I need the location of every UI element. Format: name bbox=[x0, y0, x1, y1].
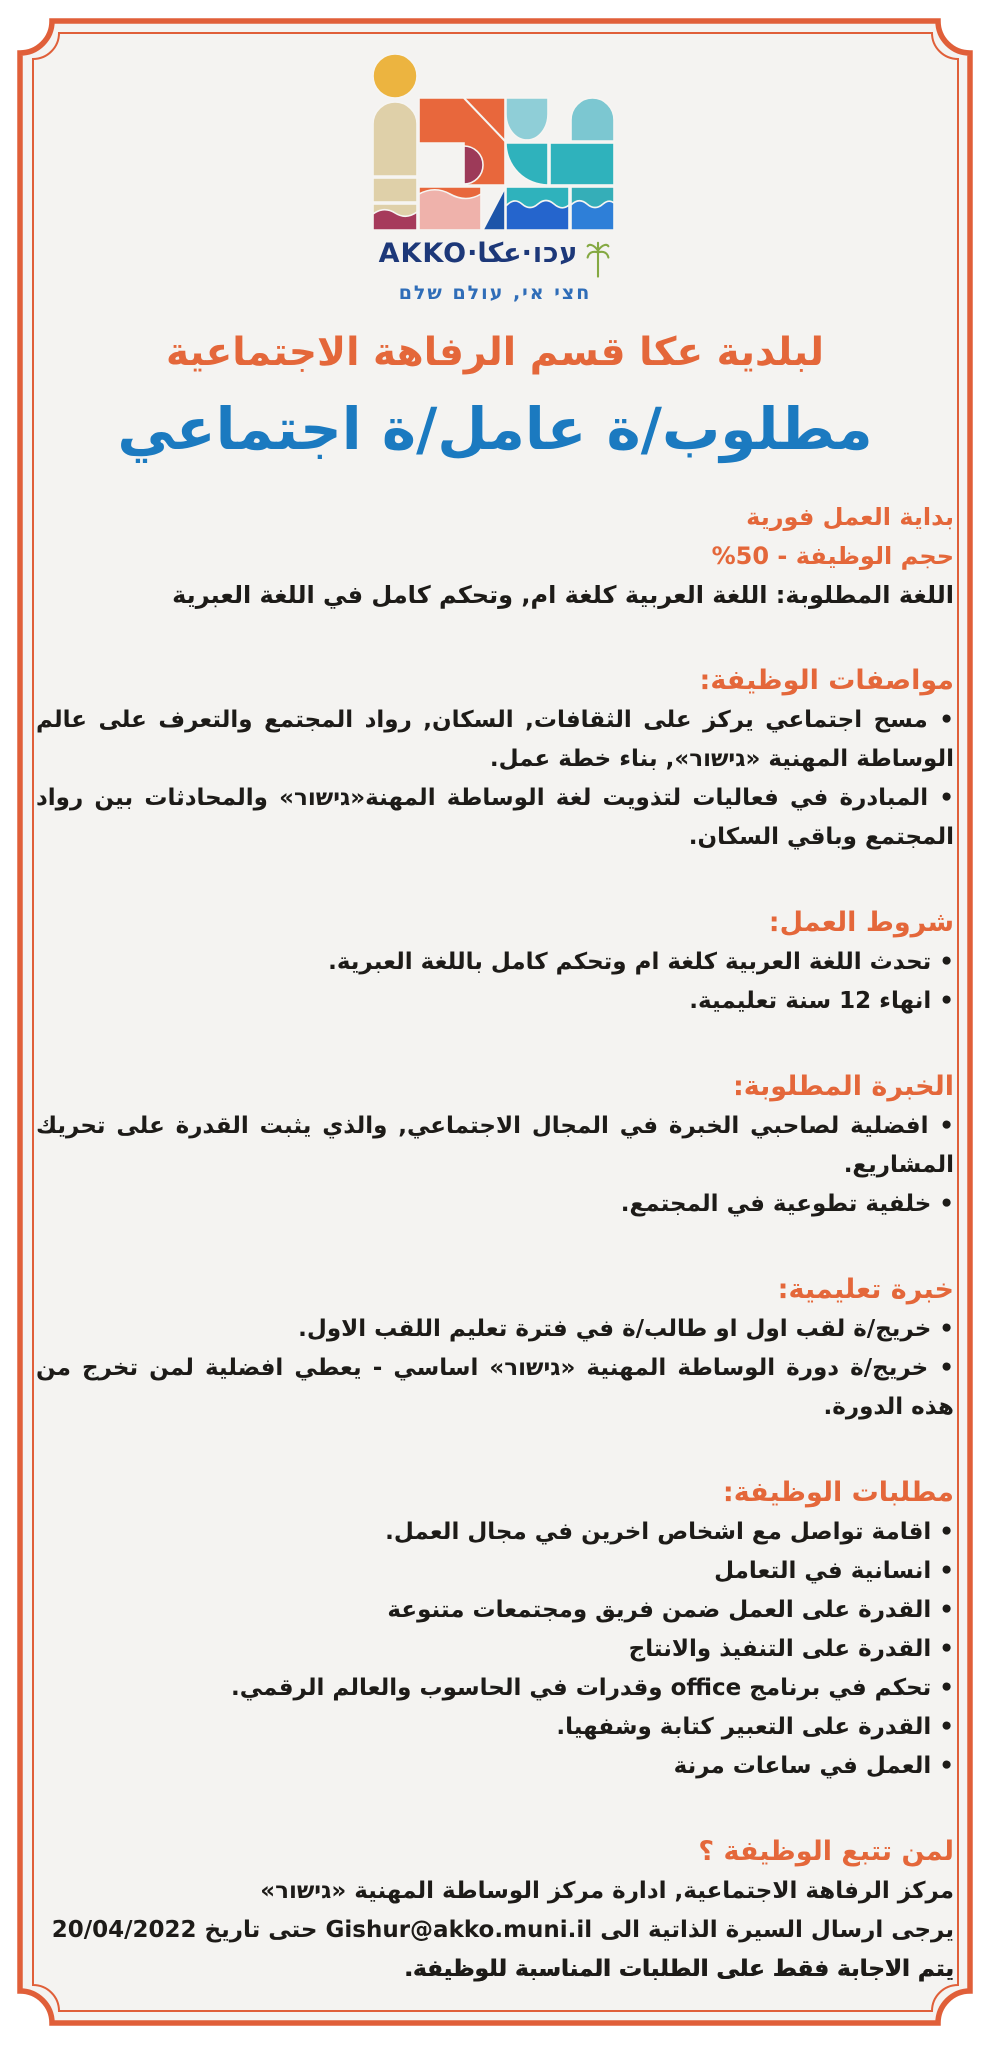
bullet-item: • تحكم في برنامج office وقدرات في الحاسوب والعالم الرقمي. bbox=[231, 1675, 954, 1701]
section-heading: شروط العمل: bbox=[768, 907, 954, 938]
footer-department-line: مركز الرفاهة الاجتماعية, ادارة مركز الوساطة المهنية «גישור» bbox=[260, 1878, 954, 1904]
start-date-line: بداية العمل فورية bbox=[746, 503, 954, 531]
department-heading: لبلدية عكا قسم الرفاهة الاجتماعية bbox=[166, 330, 824, 375]
bullet-item: • مسح اجتماعي يركز على الثقافات, السكان, رواد المجتمع والتعرف على عالم الوساطة المهنية «גישור», بناء خطة عمل. bbox=[36, 707, 954, 772]
logo-teal-arch-right bbox=[571, 98, 614, 141]
logo-person-tile bbox=[373, 178, 417, 202]
flyer-content bbox=[36, 0, 954, 1989]
bullet-item: • العمل في ساعات مرنة bbox=[673, 1753, 954, 1779]
bullet-item: • خريج/ة لقب اول او طالب/ة في فترة تعليم اللقب الاول. bbox=[298, 1316, 954, 1342]
logo-wordmark-row bbox=[36, 239, 954, 281]
bullet-item: • القدرة على التعبير كتابة وشفهيا. bbox=[556, 1714, 954, 1740]
footer-apply-line: يرجى ارسال السيرة الذاتية الى Gishur@akko.muni.il حتى تاريخ 20/04/2022 bbox=[51, 1917, 954, 1943]
job-title: مطلوب/ة عامل/ة اجتماعي bbox=[117, 395, 873, 463]
bullet-item: • القدرة على التنفيذ والانتاج bbox=[628, 1636, 954, 1662]
section-heading: مواصفات الوظيفة: bbox=[699, 665, 954, 696]
bullet-item: • افضلية لصاحبي الخبرة في المجال الاجتماعي, والذي يثبت القدرة على تحريك المشاريع. bbox=[36, 1113, 954, 1178]
logo-teal-quarter bbox=[506, 143, 548, 185]
section-required-experience bbox=[36, 1067, 954, 1224]
section-heading: مطلبات الوظيفة: bbox=[722, 1477, 954, 1508]
section-job-requirements bbox=[36, 1473, 954, 1786]
logo-person-head bbox=[373, 54, 417, 98]
bullet-item: • القدرة على العمل ضمن فريق ومجتمعات متنوعة bbox=[387, 1597, 954, 1623]
bullet-item: • خلفية تطوعية في المجتمع. bbox=[620, 1191, 954, 1217]
logo-tagline: חצי אי, עולם שלם bbox=[398, 282, 592, 304]
logo-person-body bbox=[373, 102, 417, 176]
section-job-description bbox=[36, 661, 954, 857]
language-requirement-line: اللغة المطلوبة: اللغة العربية كلغة ام, وتحكم كامل في اللغة العبرية bbox=[172, 581, 954, 609]
logo-block bbox=[36, 54, 954, 304]
logo-navy-triangle bbox=[483, 188, 505, 230]
section-heading: خبرة تعليمية: bbox=[777, 1274, 954, 1305]
logo-orange-block bbox=[419, 98, 505, 185]
section-heading: الخبرة المطلوبة: bbox=[732, 1071, 954, 1102]
palm-tree-icon bbox=[585, 241, 611, 281]
section-educational-experience bbox=[36, 1270, 954, 1427]
logo-wordmark: עכו·عكا·AKKO bbox=[378, 238, 579, 269]
bullet-item: • انسانية في التعامل bbox=[714, 1558, 954, 1584]
bullet-item: • تحدث اللغة العربية كلغة ام وتحكم كامل باللغة العبرية. bbox=[328, 949, 954, 975]
intro-block bbox=[36, 498, 954, 615]
bullet-item: • اقامة تواصل مع اشخاص اخرين في مجال العمل. bbox=[385, 1519, 954, 1545]
logo-teal-mid bbox=[550, 143, 614, 185]
bullet-item: • المبادرة في فعاليات لتذويت لغة الوساطة المهنة«גישור» والمحادثات بين رواد المجتمع وباقي السكان. bbox=[36, 785, 954, 850]
bullet-item: • انهاء 12 سنة تعليمية. bbox=[689, 988, 954, 1014]
section-footer bbox=[36, 1832, 954, 1989]
bullet-item: • خريج/ة دورة الوساطة المهنية «גישור» اساسي - يعطي افضلية لمن تخرج من هذه الدورة. bbox=[36, 1355, 954, 1420]
footer-note-line: يتم الاجابة فقط على الطلبات المناسبة للوظيفة. bbox=[404, 1956, 954, 1982]
akko-municipality-mosaic-logo bbox=[373, 54, 617, 230]
logo-teal-petal-left bbox=[506, 98, 548, 140]
section-work-conditions bbox=[36, 903, 954, 1021]
footer-heading: لمن تتبع الوظيفة ؟ bbox=[698, 1836, 954, 1867]
job-scope-line: حجم الوظيفة - 50% bbox=[711, 542, 954, 570]
